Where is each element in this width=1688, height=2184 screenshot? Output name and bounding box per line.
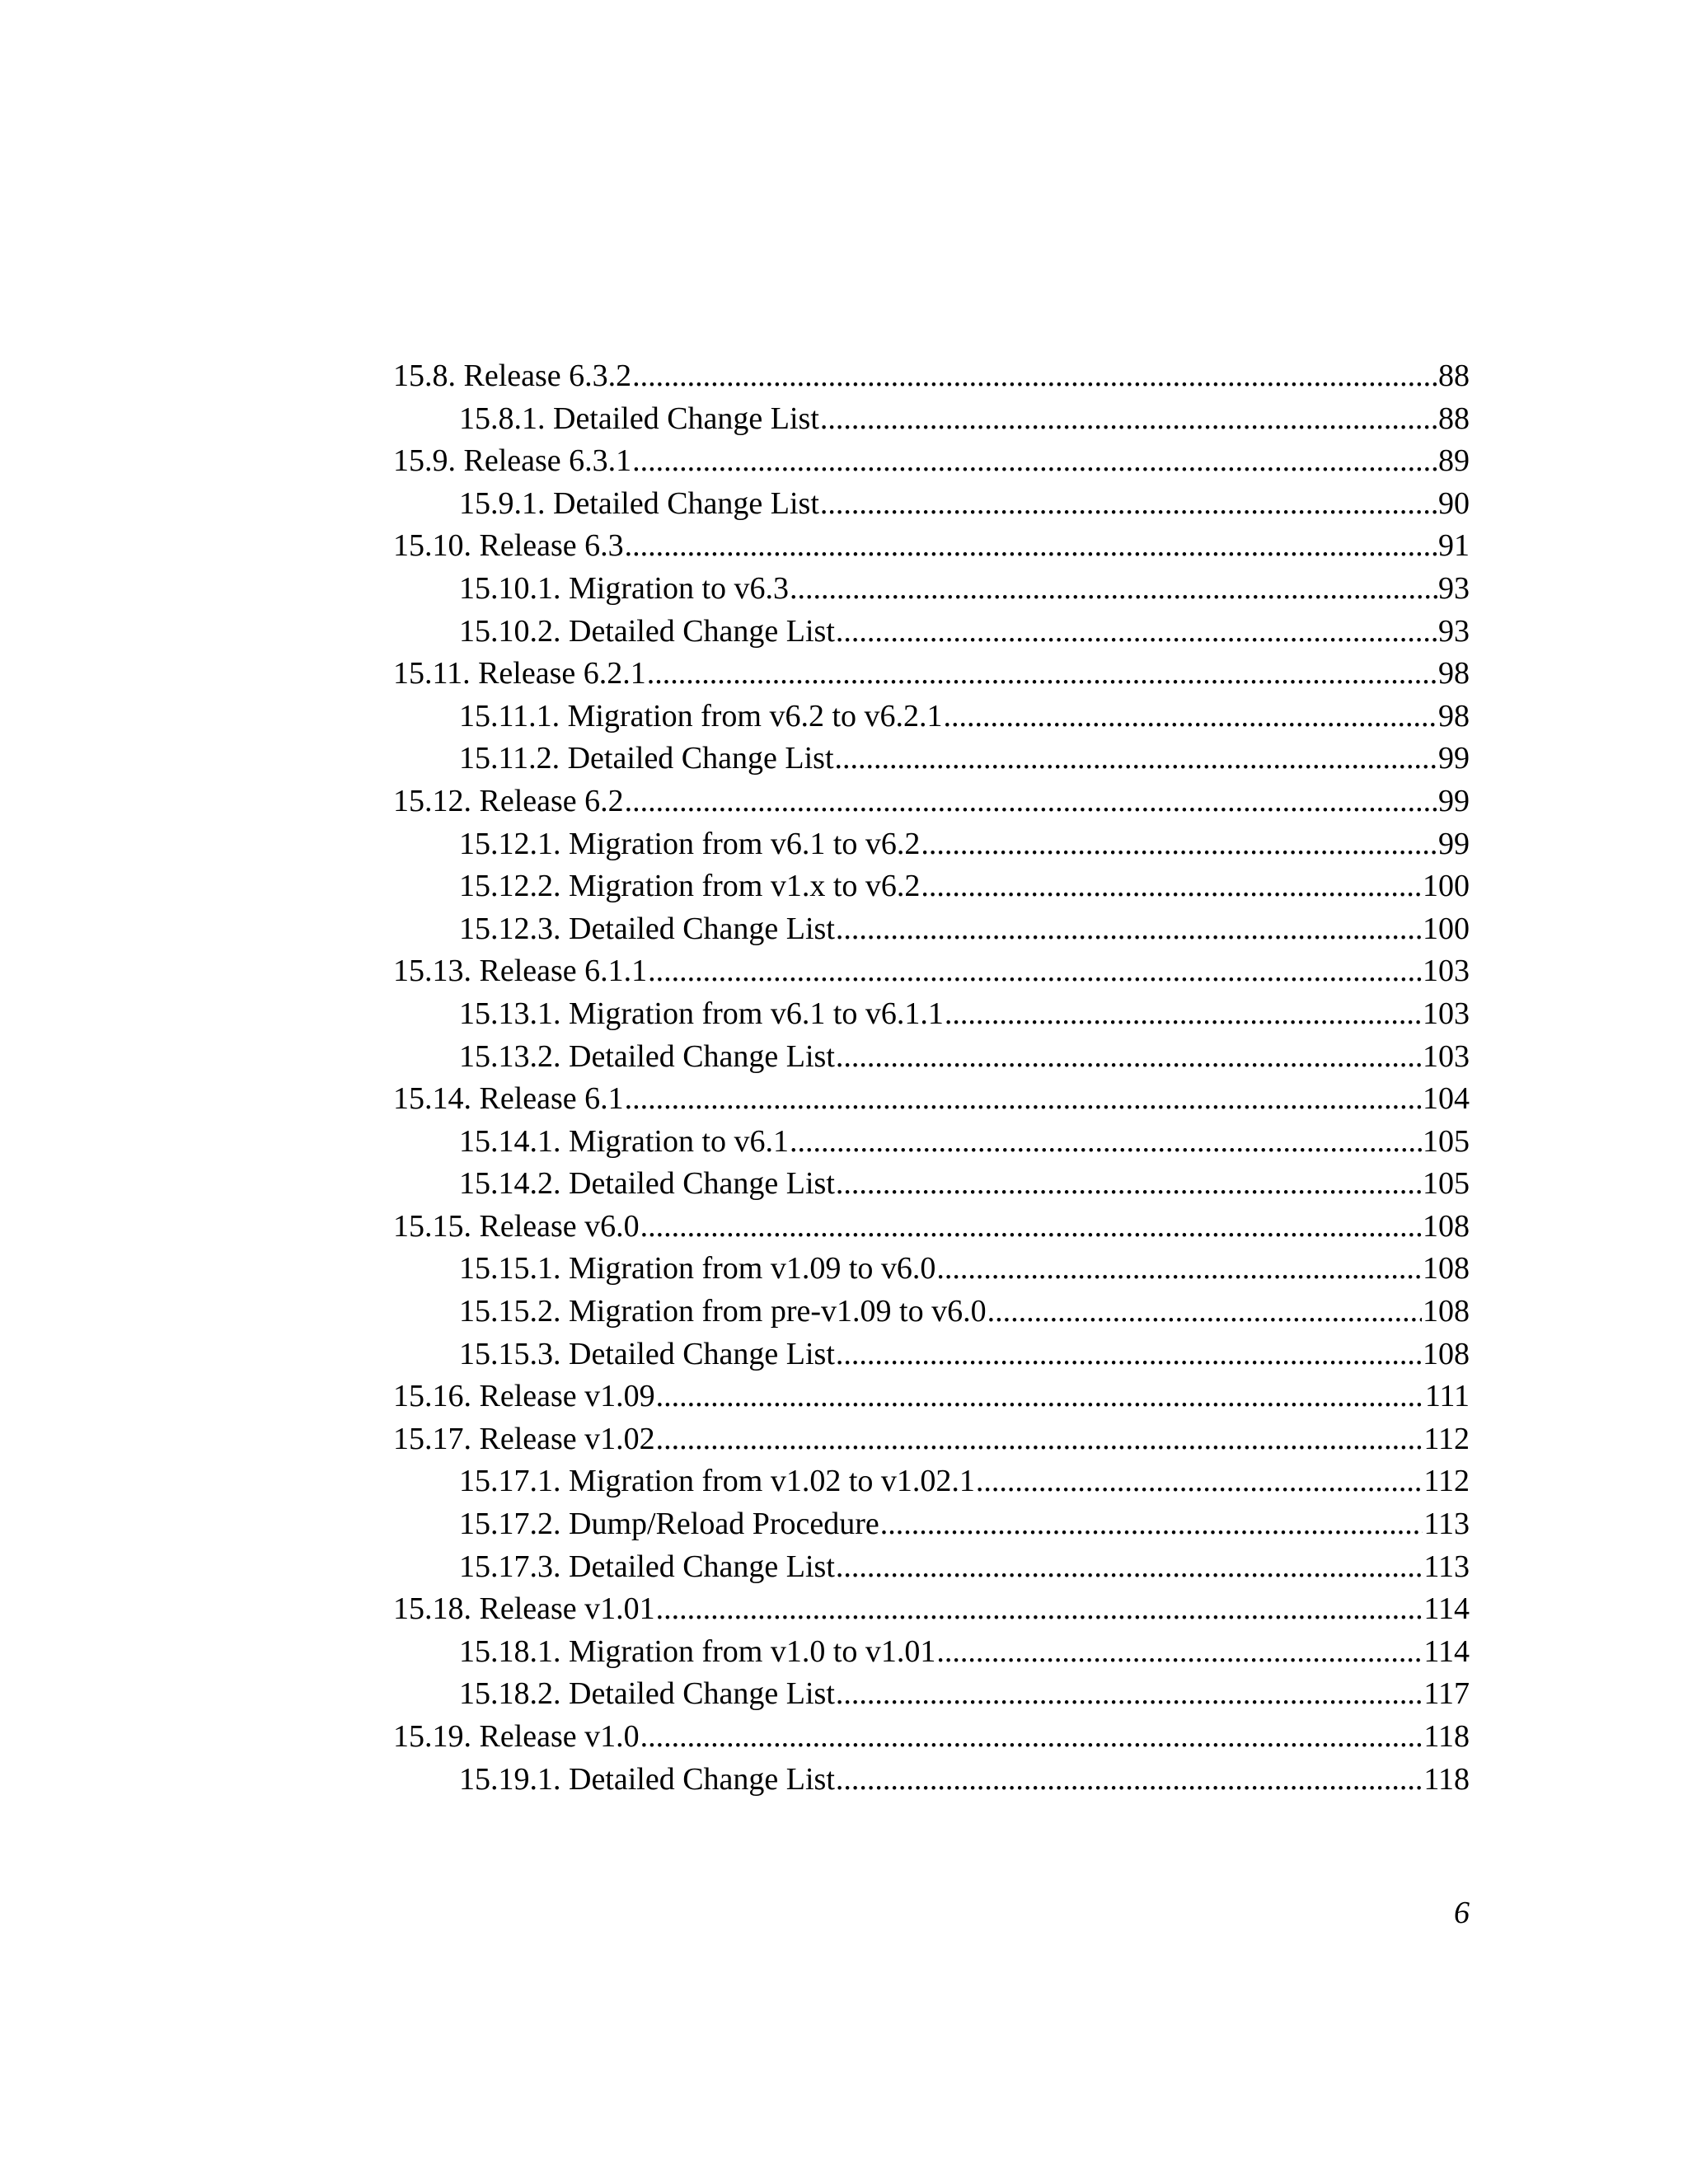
toc-entry-page: 103: [1423, 996, 1470, 1031]
toc-entry-page: 108: [1423, 1336, 1470, 1371]
dot-leader: [880, 1503, 1423, 1546]
toc-entry-page: 88: [1438, 401, 1470, 436]
dot-leader: [625, 780, 1437, 823]
dot-leader: [835, 738, 1438, 780]
toc-entry[interactable]: [393, 908, 1470, 951]
dot-leader: [656, 1588, 1423, 1631]
toc-entry[interactable]: [393, 440, 1470, 483]
toc-entry-title: 15.14.1. Migration to v6.1: [459, 1123, 790, 1159]
toc-entry[interactable]: [393, 1121, 1470, 1164]
dot-leader: [625, 525, 1437, 568]
toc-entry[interactable]: [393, 653, 1470, 696]
toc-entry-page: 100: [1423, 911, 1470, 946]
dot-leader: [820, 483, 1437, 526]
toc-entry-page: 99: [1438, 826, 1470, 861]
toc-entry-page: 103: [1423, 954, 1470, 989]
dot-leader: [836, 1546, 1423, 1589]
toc-entry-page: 114: [1423, 1591, 1470, 1627]
toc-entry-title: 15.12.3. Detailed Change List: [459, 911, 835, 946]
dot-leader: [625, 1078, 1422, 1121]
toc-entry[interactable]: [393, 1588, 1470, 1631]
toc-entry[interactable]: [393, 1206, 1470, 1249]
toc-entry-page: 111: [1424, 1379, 1470, 1414]
toc-entry[interactable]: [393, 1673, 1470, 1716]
toc-entry-title: 15.10. Release 6.3: [393, 528, 624, 564]
dot-leader: [976, 1460, 1423, 1503]
dot-leader: [836, 1673, 1423, 1716]
dot-leader: [987, 1291, 1422, 1333]
toc-entry[interactable]: [393, 865, 1470, 908]
dot-leader: [936, 1248, 1422, 1291]
toc-entry-page: 108: [1423, 1208, 1470, 1244]
page-number: 6: [1454, 1896, 1470, 1930]
toc-entry-title: 15.14.2. Detailed Change List: [459, 1166, 835, 1202]
toc-entry[interactable]: [393, 738, 1470, 780]
toc-entry-title: 15.13.2. Detailed Change List: [459, 1038, 835, 1074]
toc-entry[interactable]: [393, 1631, 1470, 1674]
toc-entry[interactable]: [393, 1036, 1470, 1079]
toc-entry[interactable]: [393, 1376, 1470, 1418]
toc-entry-title: 15.15.2. Migration from pre-v1.09 to v6.0: [459, 1294, 987, 1329]
dot-leader: [836, 611, 1437, 654]
dot-leader: [632, 440, 1437, 483]
dot-leader: [640, 1716, 1423, 1759]
dot-leader: [936, 1631, 1423, 1674]
dot-leader: [640, 1206, 1422, 1249]
toc-entry-title: 15.19.1. Detailed Change List: [459, 1761, 835, 1797]
toc-entry[interactable]: [393, 1418, 1470, 1461]
toc-entry-page: 103: [1423, 1038, 1470, 1074]
toc-entry-page: 112: [1423, 1464, 1470, 1499]
toc-entry-page: 104: [1423, 1081, 1470, 1117]
toc-entry[interactable]: [393, 1759, 1470, 1802]
toc-entry-page: 100: [1423, 869, 1470, 904]
toc-entry[interactable]: [393, 355, 1470, 398]
dot-leader: [945, 993, 1422, 1036]
toc-entry-page: 118: [1423, 1719, 1470, 1754]
toc-entry-title: 15.13.1. Migration from v6.1 to v6.1.1: [459, 996, 944, 1031]
toc-entry-page: 105: [1423, 1123, 1470, 1159]
toc-entry-page: 112: [1423, 1421, 1470, 1456]
toc-entry[interactable]: [393, 950, 1470, 993]
toc-entry[interactable]: [393, 483, 1470, 526]
dot-leader: [836, 1036, 1422, 1079]
toc-entry-title: 15.12.1. Migration from v6.1 to v6.2: [459, 826, 921, 861]
dot-leader: [836, 1333, 1422, 1376]
toc-entry-title: 15.17.1. Migration from v1.02 to v1.02.1: [459, 1464, 975, 1499]
toc-entry-page: 93: [1438, 613, 1470, 649]
toc-entry[interactable]: [393, 696, 1470, 738]
table-of-contents: [393, 355, 1470, 1801]
toc-entry-page: 99: [1438, 783, 1470, 818]
toc-entry-title: 15.15.1. Migration from v1.09 to v6.0: [459, 1251, 936, 1286]
toc-entry-page: 118: [1423, 1761, 1470, 1797]
toc-entry[interactable]: [393, 525, 1470, 568]
toc-entry-page: 98: [1438, 698, 1470, 733]
dot-leader: [820, 398, 1437, 441]
dot-leader: [836, 1759, 1423, 1802]
toc-entry[interactable]: [393, 1546, 1470, 1589]
toc-entry-page: 117: [1423, 1676, 1470, 1712]
toc-entry[interactable]: [393, 1716, 1470, 1759]
dot-leader: [944, 696, 1438, 738]
toc-entry-page: 114: [1423, 1633, 1470, 1669]
toc-entry[interactable]: [393, 1248, 1470, 1291]
toc-entry-title: 15.11. Release 6.2.1: [393, 656, 646, 691]
toc-entry-title: 15.13. Release 6.1.1: [393, 954, 648, 989]
toc-entry-title: 15.17. Release v1.02: [393, 1421, 655, 1456]
toc-entry[interactable]: [393, 568, 1470, 611]
toc-entry-page: 90: [1438, 485, 1470, 521]
toc-entry-page: 113: [1423, 1507, 1470, 1542]
toc-entry-title: 15.10.2. Detailed Change List: [459, 613, 835, 649]
dot-leader: [790, 1121, 1422, 1164]
toc-entry-title: 15.15.3. Detailed Change List: [459, 1336, 835, 1371]
dot-leader: [836, 1163, 1422, 1206]
toc-entry-page: 113: [1423, 1549, 1470, 1584]
toc-entry[interactable]: [393, 1460, 1470, 1503]
toc-entry[interactable]: [393, 611, 1470, 654]
toc-entry-title: 15.10.1. Migration to v6.3: [459, 570, 790, 606]
toc-entry-page: 91: [1438, 528, 1470, 564]
toc-entry-page: 93: [1438, 570, 1470, 606]
toc-entry[interactable]: [393, 1503, 1470, 1546]
toc-entry-title: 15.19. Release v1.0: [393, 1719, 640, 1754]
toc-entry-title: 15.12.2. Migration from v1.x to v6.2: [459, 869, 921, 904]
toc-entry-title: 15.11.1. Migration from v6.2 to v6.2.1: [459, 698, 943, 733]
toc-entry-title: 15.16. Release v1.09: [393, 1379, 655, 1414]
dot-leader: [921, 865, 1422, 908]
toc-entry-title: 15.18. Release v1.01: [393, 1591, 655, 1627]
toc-entry-page: 89: [1438, 443, 1470, 479]
toc-entry-title: 15.8. Release 6.3.2: [393, 359, 632, 393]
toc-entry-page: 98: [1438, 656, 1470, 691]
dot-leader: [921, 823, 1437, 866]
dot-leader: [632, 355, 1437, 398]
toc-entry[interactable]: [393, 1333, 1470, 1376]
dot-leader: [647, 653, 1437, 696]
toc-entry[interactable]: [393, 398, 1470, 441]
toc-entry-title: 15.9. Release 6.3.1: [393, 443, 632, 479]
dot-leader: [648, 950, 1422, 993]
toc-entry-page: 105: [1423, 1166, 1470, 1202]
toc-entry-title: 15.15. Release v6.0: [393, 1208, 640, 1244]
toc-entry-title: 15.18.1. Migration from v1.0 to v1.01: [459, 1633, 936, 1669]
toc-entry-title: 15.9.1. Detailed Change List: [459, 485, 819, 521]
toc-entry-title: 15.11.2. Detailed Change List: [459, 741, 834, 776]
dot-leader: [656, 1376, 1424, 1418]
toc-entry[interactable]: [393, 1291, 1470, 1333]
toc-entry-page: 108: [1423, 1294, 1470, 1329]
toc-entry[interactable]: [393, 823, 1470, 866]
toc-entry-title: 15.12. Release 6.2: [393, 783, 624, 818]
toc-entry[interactable]: [393, 1163, 1470, 1206]
toc-entry-title: 15.17.3. Detailed Change List: [459, 1549, 835, 1584]
dot-leader: [790, 568, 1437, 611]
toc-entry[interactable]: [393, 780, 1470, 823]
toc-entry-title: 15.14. Release 6.1: [393, 1081, 624, 1117]
toc-entry-title: 15.8.1. Detailed Change List: [459, 401, 819, 436]
dot-leader: [656, 1418, 1423, 1461]
dot-leader: [836, 908, 1422, 951]
toc-entry-page: 99: [1438, 741, 1470, 776]
toc-entry[interactable]: [393, 993, 1470, 1036]
toc-entry-title: 15.18.2. Detailed Change List: [459, 1676, 835, 1712]
toc-entry-title: 15.17.2. Dump/Reload Procedure: [459, 1507, 879, 1542]
toc-entry-page: 108: [1423, 1251, 1470, 1286]
toc-entry-page: 88: [1438, 359, 1470, 393]
toc-entry[interactable]: [393, 1078, 1470, 1121]
